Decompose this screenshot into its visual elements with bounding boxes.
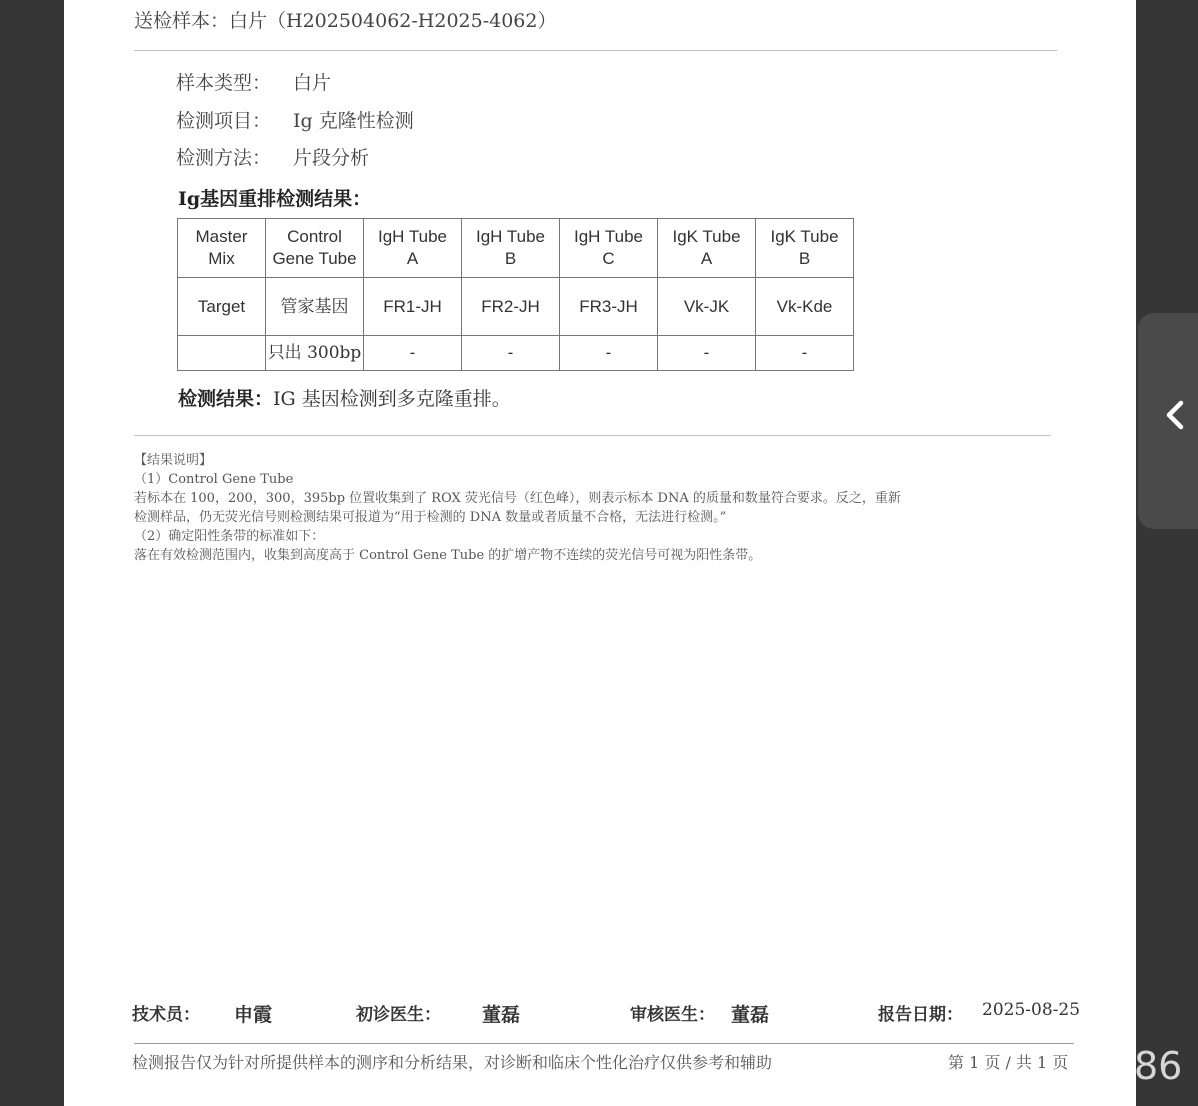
- tech-name: 申霞: [234, 1004, 273, 1026]
- divider: [134, 435, 1051, 436]
- notes-line: 落在有效检测范围内，收集到高度高于 Control Gene Tube 的扩增产物不连续的荧光信号可视为阳性条带。: [134, 548, 762, 563]
- table-cell: FR2-JH: [462, 278, 560, 336]
- info-label: 检测项目：: [176, 110, 272, 132]
- info-label: 检测方法：: [176, 147, 272, 169]
- tech-label: 技术员：: [132, 1005, 200, 1025]
- table-header-cell: IgK Tube B: [756, 219, 854, 278]
- initial-doctor-name: 董磊: [482, 1004, 521, 1026]
- section-title: Ig基因重排检测结果：: [178, 188, 372, 210]
- table-row: [178, 278, 854, 336]
- info-value: 片段分析: [293, 147, 370, 169]
- notes-line: 检测样品，仍无荧光信号则检测结果可报道为“用于检测的 DNA 数量或者质量不合格，无法进行检测。”: [134, 510, 727, 525]
- table-cell: [178, 336, 266, 371]
- info-value: Ig 克隆性检测: [293, 110, 414, 132]
- side-number: 86: [1134, 1044, 1183, 1088]
- table-cell: 管家基因: [266, 278, 364, 336]
- initial-doctor-label: 初诊医生：: [356, 1005, 441, 1025]
- viewer-right-margin: [1136, 0, 1198, 1106]
- table-cell: Target: [178, 278, 266, 336]
- table-header-row: [178, 219, 854, 278]
- table-cell: Vk-Kde: [756, 278, 854, 336]
- notes-line: （1）Control Gene Tube: [134, 472, 294, 487]
- review-doctor-label: 审核医生：: [630, 1005, 715, 1025]
- result-notes: [134, 451, 901, 565]
- result-table: [177, 218, 854, 371]
- footer-disclaimer: 检测报告仅为针对所提供样本的测序和分析结果，对诊断和临床个性化治疗仅供参考和辅助: [132, 1053, 773, 1072]
- table-header-cell: Control Gene Tube: [266, 219, 364, 278]
- info-value: 白片: [293, 72, 332, 94]
- info-label: 样本类型：: [176, 72, 272, 94]
- viewer-left-margin: [0, 0, 64, 1106]
- table-header-cell: IgK Tube A: [658, 219, 756, 278]
- side-panel-toggle[interactable]: [1138, 313, 1198, 529]
- sample-header: 送检样本：白片（H202504062-H2025-4062）: [134, 10, 557, 32]
- table-header-cell: Master Mix: [178, 219, 266, 278]
- table-cell: FR3-JH: [560, 278, 658, 336]
- notes-line: 若标本在 100，200，300，395bp 位置收集到了 ROX 荧光信号（红色峰），则表示标本 DNA 的质量和数量符合要求。反之，重新: [134, 491, 901, 506]
- notes-title: 【结果说明】: [134, 453, 213, 468]
- table-cell: 只出 300bp: [266, 336, 364, 371]
- table-cell: -: [462, 336, 560, 371]
- table-cell: -: [756, 336, 854, 371]
- table-cell: FR1-JH: [364, 278, 462, 336]
- table-cell: -: [658, 336, 756, 371]
- table-header-cell: IgH Tube B: [462, 219, 560, 278]
- table-header-cell: IgH Tube C: [560, 219, 658, 278]
- result-line: [178, 384, 511, 411]
- table-header-cell: IgH Tube A: [364, 219, 462, 278]
- report-date-value: 2025-08-25: [982, 1000, 1081, 1020]
- page-number: 第 1 页 / 共 1 页: [948, 1053, 1069, 1072]
- notes-line: （2）确定阳性条带的标准如下：: [134, 529, 325, 544]
- table-cell: Vk-JK: [658, 278, 756, 336]
- table-cell: -: [364, 336, 462, 371]
- result-value: IG 基因检测到多克隆重排。: [273, 388, 511, 410]
- table-row: [178, 336, 854, 371]
- result-label: 检测结果：: [178, 388, 274, 410]
- chevron-left-icon: [1156, 395, 1196, 435]
- report-date-label: 报告日期：: [878, 1005, 963, 1025]
- report-page: [64, 0, 1136, 1106]
- table-cell: -: [560, 336, 658, 371]
- review-doctor-name: 董磊: [731, 1004, 770, 1026]
- divider: [134, 50, 1057, 51]
- divider: [134, 1043, 1074, 1044]
